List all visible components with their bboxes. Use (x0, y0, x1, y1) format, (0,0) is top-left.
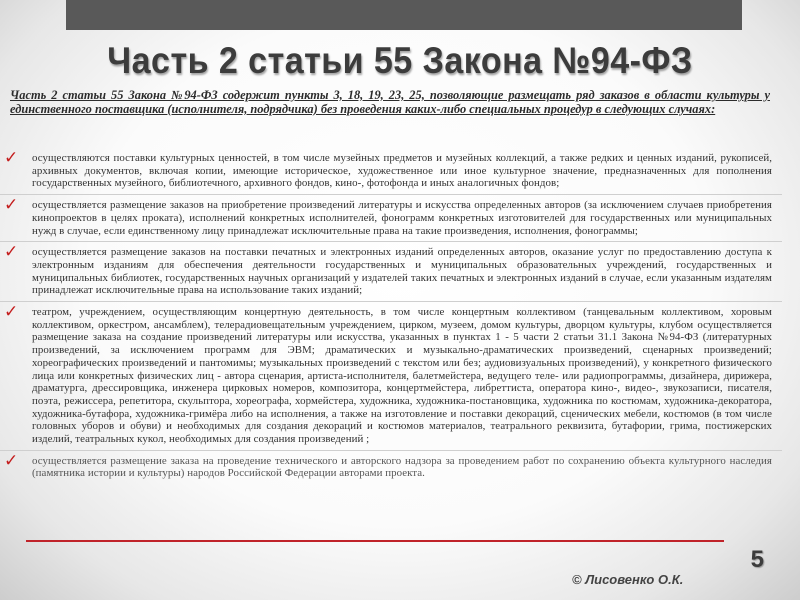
checkmark-icon: ✓ (4, 195, 19, 216)
slide-title: Часть 2 статьи 55 Закона №94-ФЗ (107, 40, 693, 81)
divider (0, 194, 782, 195)
list-item-text: осуществляются поставки культурных ценностей, в том числе музейных предметов и музейных коллекций, а также редких и ценных изданий, рукописей, архивных документов, включая копии, имеющие историческое, художественное или иное культурное значение, предназначенных для пополнения государственных музейного, библиотечного, архивного фондов, кино-, фотофонда и иных аналогичных фондов; (32, 152, 772, 190)
list-item-text: осуществляется размещение заказов на поставки печатных и электронных изданий определенных авторов, оказание услуг по предоставлению доступа к электронным изданиям для обеспечения деятельности государственных и муниципальных образовательных учреждений, государственных и муниципальных библиотек, государственных научных организаций у издателей таких печатных и электронных изданий в случае, если указанным издателям принадлежат исключительные права на использование таких изданий; (32, 246, 772, 297)
divider (0, 241, 782, 242)
copyright-label: © Лисовенко О.К. (572, 572, 684, 587)
list-item-text: театром, учреждением, осуществляющим концертную деятельность, в том числе концертным коллективом (танцевальным коллективом, хоровым коллективом, оркестром, ансамблем), телерадиовещательным учреждением, цирком, музеем, домом культуры, дворцом культуры, клубом осуществляется размещение заказа на создание произведений литературы или искусства, указанных в пунктах 1 - 5 части 2 статьи 31.1 Закона №94-ФЗ (литературных произведений, за исключением программ для ЭВМ; драматических и музыкально-драматических произведений, сценарных произведений; хореографических произведений и пантомимы; музыкальных произведений с текстом или без; аудиовизуальных произведений), у конкретного физического лица или конкретных физических лиц - автора сценария, артиста-исполнителя, балетмейстера, ведущего теле- или радиопрограммы, дизайнера, дирижера, драматурга, дрессировщика, инженера цирковых номеров, композитора, концертмейстера, либреттиста, оператора кино-, видео-, звукозаписи, писателя, поэта, режиссера, репетитора, скульптора, хореографа, хормейстера, художника, художника-постановщика, художника по костюмам, художника-декоратора, художника-бутафора, художника-гримёра либо на исполнения, а также на изготовление и поставки декораций, сценических мебели, костюмов (в том числе головных уборов и обуви) и необходимых для создания декораций и костюмов материалов, театрального реквизита, бутафории, грима, постижерских изделий, театральных кукол, необходимых для создания произведений ; (32, 306, 772, 446)
list-item-text: осуществляется размещение заказов на приобретение произведений литературы и искусства определенных авторов (за исключением случаев приобретения кинопроектов в целях проката), исполнений конкретных исполнителей, фонограмм конкретных изготовителей для государственных или муниципальных нужд в случае, если единственному лицу принадлежат исключительные права на такие произведения, исполнения, фонограммы; (32, 199, 772, 237)
checkmark-icon: ✓ (4, 302, 19, 323)
checkmark-icon: ✓ (4, 242, 19, 263)
divider (0, 301, 782, 302)
list-item-text: осуществляется размещение заказа на проведение технического и авторского надзора за проведением работ по сохранению объекта культурного наследия (памятника истории и культуры) народов Российской Федерации авторами проекта. (32, 454, 772, 480)
checkmark-icon: ✓ (4, 450, 19, 471)
top-bar (66, 0, 742, 30)
list-item (0, 302, 790, 446)
divider (0, 450, 782, 451)
intro-paragraph: Часть 2 статьи 55 Закона №94-ФЗ содержит пункты 3, 18, 19, 23, 25, позволяющие размещать ряд заказов в области культуры у единственного поставщика (исполнителя, подрядчика) без проведения каких-либо специальных процедур в следующих случаях: (10, 88, 770, 116)
bullet-list (0, 148, 790, 480)
list-item (0, 195, 790, 237)
list-item (0, 242, 790, 297)
list-item (0, 148, 790, 190)
checkmark-icon: ✓ (4, 148, 19, 168)
accent-line (26, 540, 724, 542)
page-number: 5 (750, 546, 764, 573)
list-item (0, 450, 790, 480)
